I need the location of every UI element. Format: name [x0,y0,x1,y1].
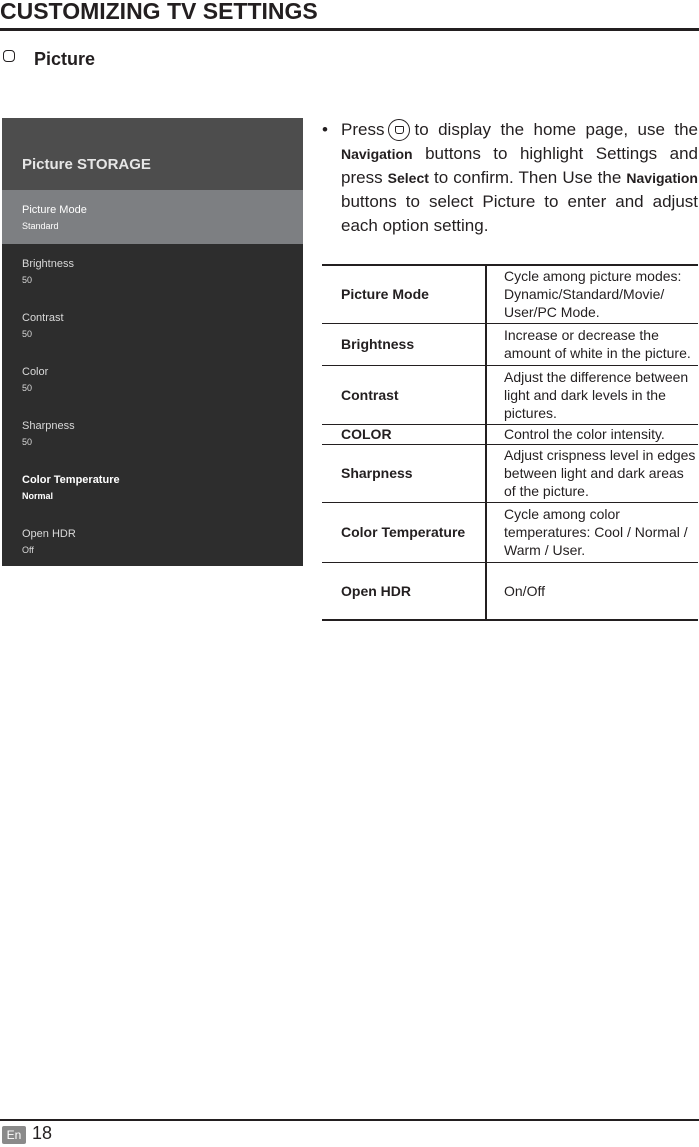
home-icon [388,119,410,141]
tv-menu-item-label: Open HDR [22,528,76,540]
instructions-text [341,118,698,238]
tv-menu-item-label: Color [22,366,49,378]
option-description: Cycle among color temperatures: Cool / Normal / Warm / User. [504,506,688,558]
instruction-text: buttons to select Picture to enter and adjust each option setting. [341,192,698,235]
section-square-icon [3,50,15,62]
option-name: Picture Mode [322,265,486,323]
table-row [322,502,698,562]
tv-menu-item-label: Picture Mode [22,204,87,216]
tv-picture-menu [2,118,303,566]
option-description: On/Off [504,582,545,599]
table-row [322,562,698,620]
tv-menu-item-color-temperature[interactable] [2,460,303,514]
instruction-text: to display the home page, use the [414,120,698,139]
title-divider [0,28,699,31]
navigation-keyword: Navigation [341,146,413,162]
table-row [322,265,698,323]
tv-menu-header [2,118,303,190]
option-description: Control the color intensity. [504,426,665,442]
tv-menu-item-value: 50 [22,437,33,447]
option-description: Adjust the difference between light and dark levels in the pictures. [504,368,689,421]
select-keyword: Select [387,170,429,186]
tv-menu-item-label: Brightness [22,258,74,270]
tv-menu-item-sharpness[interactable] [2,406,303,460]
tv-menu-item-color[interactable] [2,352,303,406]
tv-menu-item-brightness[interactable] [2,244,303,298]
tv-menu-item-value: Normal [22,491,54,501]
tv-menu-item-value: 50 [22,329,33,339]
option-name: COLOR [322,424,486,444]
bullet: • [322,120,328,139]
navigation-keyword: Navigation [626,170,698,186]
page-number: 18 [32,1123,53,1143]
table-row [322,444,698,502]
option-description: Cycle among picture modes: Dynamic/Standard/Movie/ User/PC Mode. [504,268,682,321]
option-name: Color Temperature [322,502,486,562]
language-badge: En [2,1126,26,1144]
tv-menu-item-label: Sharpness [22,420,75,432]
tv-menu-item-label: Contrast [22,312,64,324]
option-name: Brightness [322,323,486,365]
tv-menu-item-value: Off [22,545,34,555]
option-description: Increase or decrease the amount of white in the picture. [504,327,691,361]
tv-menu-item-contrast[interactable] [2,298,303,352]
tv-menu-item-picture-mode[interactable] [2,190,303,244]
tv-menu-title: Picture STORAGE [22,156,151,173]
page-title: CUSTOMIZING TV SETTINGS [0,0,318,24]
tv-menu-item-open-hdr[interactable] [2,514,303,568]
section-title: Picture [34,49,96,69]
table-row [322,365,698,424]
instruction-text: buttons to highlight Settings and press [341,144,699,187]
picture-options-table [322,264,698,621]
option-description: Adjust crispness level in edges between light and dark areas of the picture. [504,447,696,499]
footer-divider [0,1119,699,1121]
instruction-text: Press [341,120,385,139]
tv-menu-item-label: Color Temperature [22,474,120,486]
option-name: Open HDR [322,562,486,620]
tv-menu-item-value: Standard [22,221,59,231]
tv-menu-item-value: 50 [22,275,33,285]
option-name: Contrast [322,365,486,424]
table-row [322,323,698,365]
instruction-text: to confirm. Then Use the [434,168,622,187]
option-name: Sharpness [322,444,486,502]
table-row [322,424,698,444]
tv-menu-item-value: 50 [22,383,33,393]
